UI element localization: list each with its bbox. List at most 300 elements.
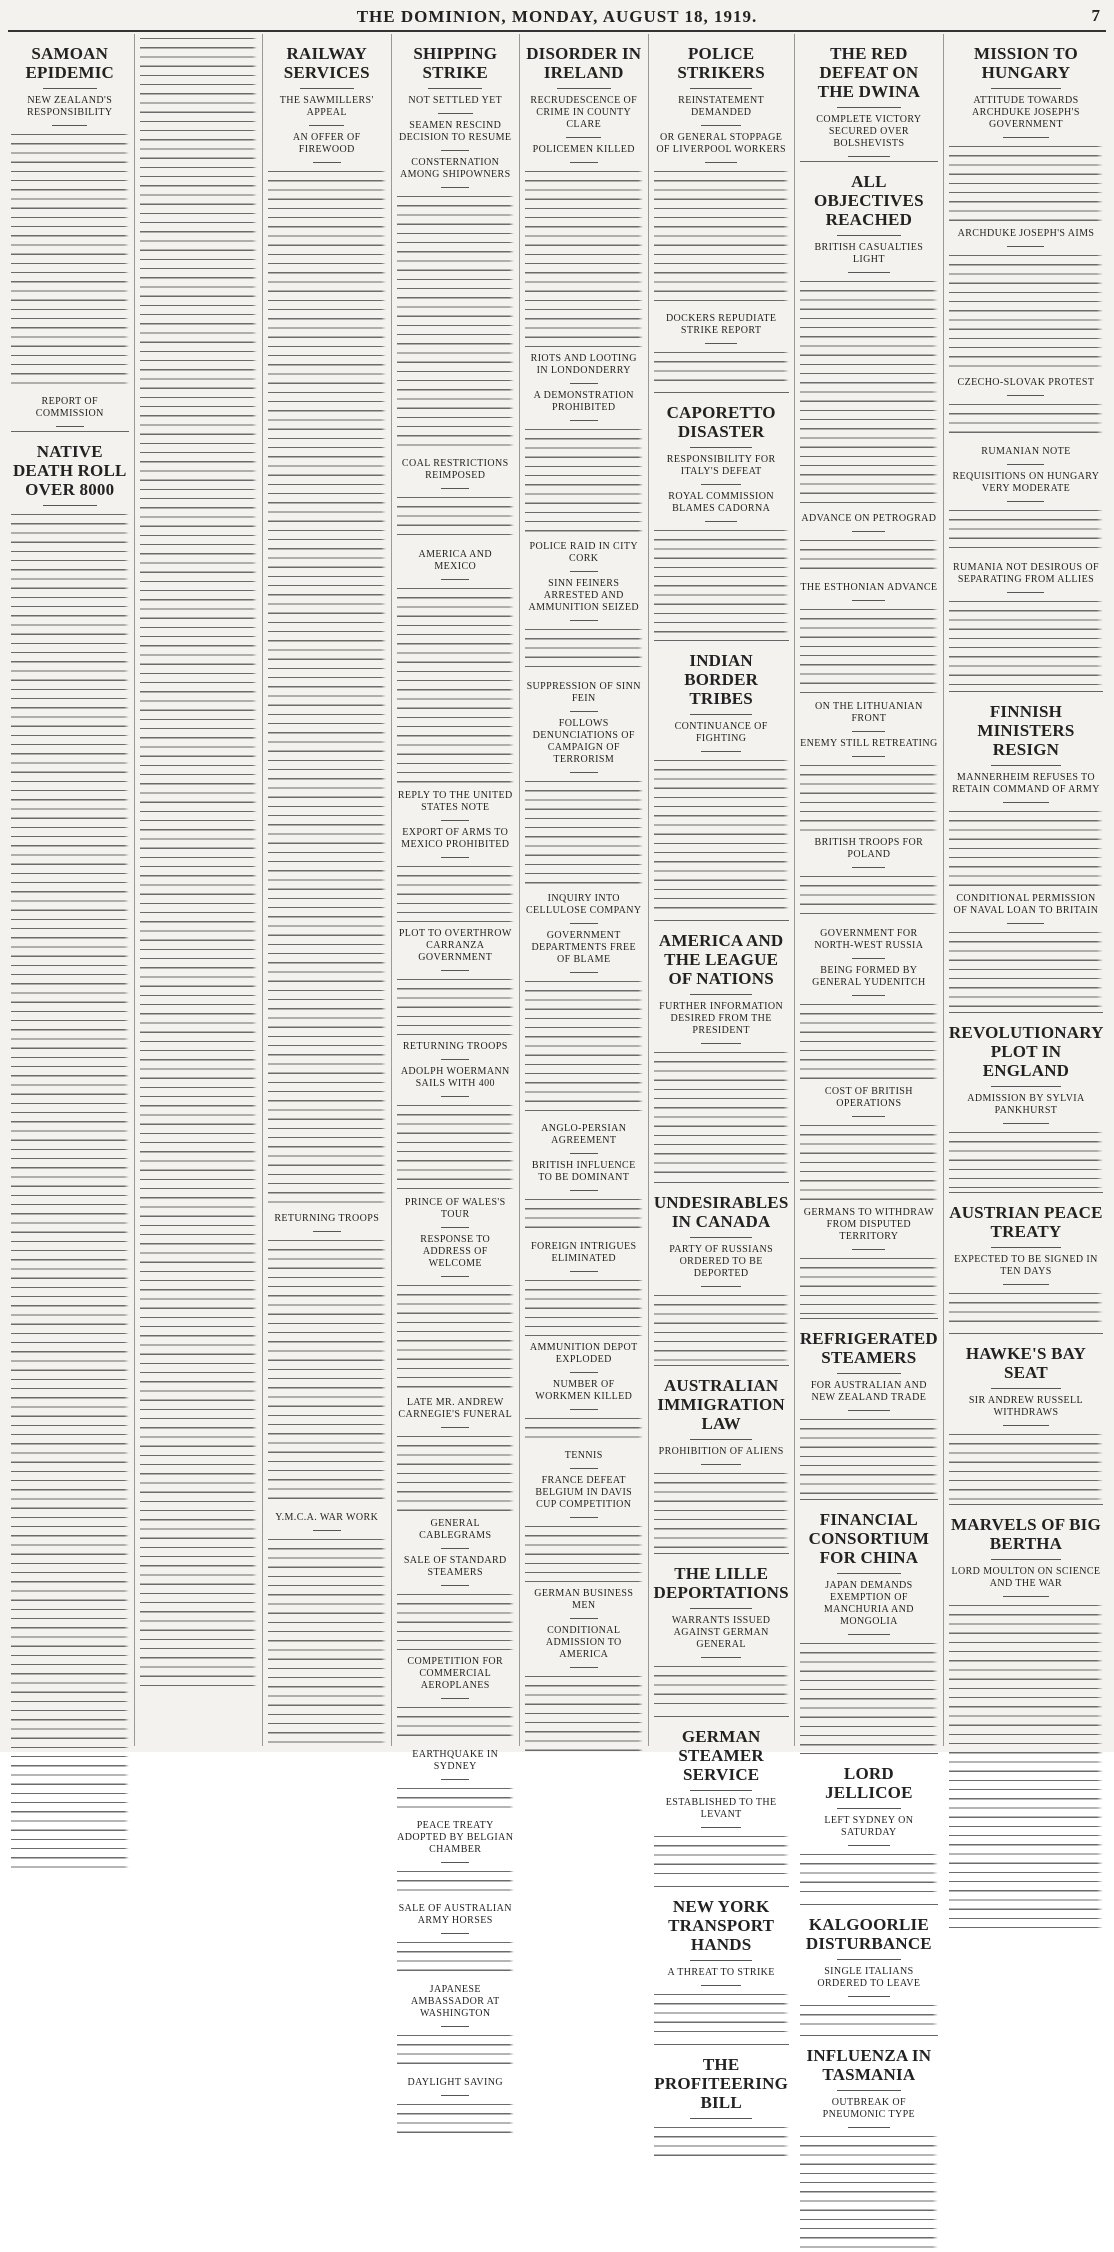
article (397, 1197, 515, 1228)
article (949, 893, 1103, 1008)
divider (701, 484, 742, 485)
subheadline: JAPAN DEMANDS EXEMPTION OF MANCHURIA AND MONGOLIA (823, 1580, 914, 1627)
article (397, 1234, 515, 1391)
headline: AUSTRIAN PEACE TREATY (949, 1203, 1103, 1241)
masthead-title: THE DOMINION, MONDAY, AUGUST 18, 1919. (356, 7, 758, 26)
headline: FINANCIAL CONSORTIUM FOR CHINA (808, 1510, 930, 1567)
subheadline: NEW ZEALAND'S RESPONSIBILITY (26, 95, 113, 118)
section-heading: THE ESTHONIAN ADVANCE (800, 582, 938, 593)
section-heading: RUMANIAN NOTE (981, 446, 1071, 457)
divider (1007, 592, 1044, 593)
headline: HAWKE'S BAY SEAT (965, 1344, 1087, 1382)
article (397, 827, 515, 922)
divider (701, 125, 742, 126)
section-heading: ON THE LITHUANIAN FRONT (815, 701, 923, 724)
article (800, 2035, 938, 2252)
article (949, 44, 1103, 222)
section-heading: POLICE RAID IN CITY CORK (529, 541, 638, 564)
divider (441, 579, 469, 580)
divider (852, 867, 885, 868)
article (525, 930, 643, 1117)
divider (837, 1373, 901, 1374)
divider (570, 1271, 598, 1272)
article (949, 1504, 1103, 1931)
divider (837, 2090, 901, 2091)
divider (570, 1409, 598, 1410)
divider (991, 1388, 1062, 1389)
section-heading: Y.M.C.A. WAR WORK (275, 1512, 379, 1523)
divider (848, 1845, 889, 1846)
article (525, 893, 643, 924)
headline: REFRIGERATED STEAMERS (799, 1329, 938, 1367)
section-heading: POLICEMEN KILLED (532, 144, 635, 155)
divider (852, 1116, 885, 1117)
article (11, 44, 129, 390)
column-7 (795, 34, 944, 2120)
divider (848, 1996, 889, 1997)
headline: MISSION TO HUNGARY (974, 44, 1078, 82)
section-heading: DOCKERS REPUDIATE STRIKE REPORT (665, 313, 777, 336)
article (949, 446, 1103, 465)
headline: KALGOORLIE DISTURBANCE (805, 1915, 932, 1953)
divider (701, 1286, 742, 1287)
headline: ALL OBJECTIVES REACHED (814, 172, 924, 229)
divider (690, 714, 752, 715)
article-body (949, 1430, 1103, 1500)
divider (690, 2118, 752, 2119)
section-heading: SUPPRESSION OF SINN FEIN (526, 681, 641, 704)
headline: INFLUENZA IN TASMANIA (806, 2046, 932, 2084)
section-heading: GERMAN BUSINESS MEN (534, 1588, 634, 1611)
divider (1007, 246, 1044, 247)
divider (690, 994, 752, 995)
article-body (397, 192, 515, 452)
article-body (800, 536, 938, 576)
article (525, 541, 643, 572)
article (525, 1475, 643, 1582)
article (525, 144, 643, 347)
article (268, 1512, 386, 1745)
divider (837, 235, 901, 236)
section-heading: AMMUNITION DEPOT EXPLODED (529, 1342, 638, 1365)
article (800, 1086, 938, 1201)
subheadline: COMPLETE VICTORY SECURED OVER BOLSHEVISTS (816, 114, 922, 149)
divider (837, 1573, 901, 1574)
divider (313, 1530, 341, 1531)
divider (441, 1096, 469, 1097)
divider (852, 995, 885, 996)
divider (441, 970, 469, 971)
article (800, 837, 938, 922)
divider (570, 620, 598, 621)
column-8 (944, 34, 1108, 1746)
article-body (397, 1281, 515, 1391)
article (800, 738, 938, 831)
article-body (654, 348, 789, 388)
article (654, 2044, 789, 2163)
divider (991, 765, 1062, 766)
article (525, 1123, 643, 1154)
headline: SAMOAN EPIDEMIC (25, 44, 114, 82)
divider (705, 521, 737, 522)
divider (309, 125, 344, 126)
section-heading: COMPETITION FOR COMMERCIAL AEROPLANES (407, 1656, 504, 1691)
article-body (800, 1850, 938, 1900)
headline: SHIPPING STRIKE (413, 44, 498, 82)
divider (690, 1439, 752, 1440)
article (397, 1749, 515, 1814)
divider (313, 1231, 341, 1232)
headline: NEW YORK TRANSPORT HANDS (668, 1897, 775, 1954)
section-heading: EXPORT OF ARMS TO MEXICO PROHIBITED (401, 827, 510, 850)
article-body (949, 597, 1103, 687)
article-body (949, 1128, 1103, 1188)
divider (441, 1548, 469, 1549)
article-body (397, 1590, 515, 1650)
section-heading: ENEMY STILL RETREATING (800, 738, 938, 749)
article-body (949, 1289, 1103, 1329)
divider (852, 756, 885, 757)
subheadline: ESTABLISHED TO THE LEVANT (665, 1797, 777, 1820)
section-heading: COAL RESTRICTIONS REIMPOSED (401, 458, 509, 481)
divider (705, 343, 737, 344)
divider (852, 731, 885, 732)
article (800, 1207, 938, 1314)
article-body (397, 862, 515, 922)
article (525, 1160, 643, 1235)
divider (991, 1559, 1062, 1560)
section-heading: RETURNING TROOPS (402, 1041, 508, 1052)
article (397, 1820, 515, 1897)
divider (570, 711, 598, 712)
subheadline: CONTINUANCE OF FIGHTING (674, 721, 768, 744)
article (654, 44, 789, 126)
article-body (800, 872, 938, 922)
article (654, 491, 789, 636)
divider (570, 923, 598, 924)
article (525, 1241, 643, 1336)
headline: REVOLUTIONARY PLOT IN ENGLAND (948, 1023, 1104, 1080)
divider (991, 1247, 1062, 1248)
divider (441, 1276, 469, 1277)
section-heading: SEAMEN RESCIND DECISION TO RESUME (399, 120, 512, 143)
headline: FINNISH MINISTERS RESIGN (977, 702, 1075, 759)
article-body (800, 1121, 938, 1201)
article-body (525, 167, 643, 347)
article (525, 353, 643, 384)
article (654, 920, 789, 1178)
article-body (525, 777, 643, 887)
divider (43, 88, 97, 89)
article (654, 1886, 789, 2040)
headline: UNDESIRABLES IN CANADA (653, 1193, 789, 1231)
article-body (525, 1276, 643, 1336)
article (525, 578, 643, 675)
divider (441, 1698, 469, 1699)
section-heading: PEACE TREATY ADOPTED BY BELGIAN CHAMBER (397, 1820, 514, 1855)
divider (837, 1959, 901, 1960)
subheadline: REINSTATEMENT DEMANDED (678, 95, 765, 118)
column-6 (649, 34, 795, 2112)
divider (56, 426, 84, 427)
article-body (949, 807, 1103, 887)
divider (1007, 501, 1044, 502)
divider (690, 1790, 752, 1791)
article-body (11, 510, 129, 1870)
subheadline: LORD MOULTON ON SCIENCE AND THE WAR (951, 1566, 1101, 1589)
article (949, 562, 1103, 687)
article-body (654, 1048, 789, 1178)
article-body (949, 928, 1103, 1008)
divider (1007, 923, 1044, 924)
article-body (654, 1469, 789, 1549)
section-heading: GOVERNMENT FOR NORTH-WEST RUSSIA (814, 928, 924, 951)
divider (1003, 1123, 1049, 1124)
article (525, 1379, 643, 1444)
article (654, 132, 789, 307)
article-body (525, 425, 643, 535)
section-heading: A DEMONSTRATION PROHIBITED (533, 390, 634, 413)
subheadline: ADMISSION BY SYLVIA PANKHURST (967, 1093, 1085, 1116)
article (397, 1066, 515, 1191)
divider (441, 1585, 469, 1586)
article-body (800, 277, 938, 507)
divider (441, 1427, 469, 1428)
section-heading: SALE OF AUSTRALIAN ARMY HORSES (398, 1903, 512, 1926)
divider (837, 107, 901, 108)
subheadline: OUTBREAK OF PNEUMONIC TYPE (822, 2097, 916, 2120)
article-body (654, 756, 789, 916)
divider (701, 751, 742, 752)
article-body (397, 975, 515, 1035)
article (949, 1333, 1103, 1500)
subheadline: RESPONSIBILITY FOR ITALY'S DEFEAT (666, 454, 776, 477)
section-heading: ADVANCE ON PETROGRAD (801, 513, 937, 524)
article-body (949, 142, 1103, 222)
article-body (525, 1414, 643, 1444)
section-heading: RUMANIA NOT DESIROUS OF SEPARATING FROM ALLIES (952, 562, 1099, 585)
article (11, 396, 129, 427)
divider (52, 125, 87, 126)
section-heading: AMERICA AND MEXICO (418, 549, 493, 572)
article (397, 458, 515, 543)
headline: DISORDER IN IRELAND (526, 44, 642, 82)
divider (848, 1410, 889, 1411)
section-heading: ROYAL COMMISSION BLAMES CADORNA (668, 491, 775, 514)
divider (1003, 1284, 1049, 1285)
article (397, 44, 515, 114)
article (654, 313, 789, 388)
section-heading: SINN FEINERS ARRESTED AND AMMUNITION SEIZED (528, 578, 639, 613)
article (800, 1753, 938, 1900)
divider (441, 488, 469, 489)
article-body (140, 34, 258, 1694)
subheadline: FOR AUSTRALIAN AND NEW ZEALAND TRADE (810, 1380, 927, 1403)
divider (690, 1960, 752, 1961)
article-body (800, 2001, 938, 2031)
article-body (800, 1254, 938, 1314)
divider (848, 1634, 889, 1635)
divider (441, 187, 469, 188)
subheadline: MANNERHEIM REFUSES TO RETAIN COMMAND OF ARMY (952, 772, 1100, 795)
article (525, 718, 643, 887)
article-body (268, 167, 386, 1207)
article-body (525, 1522, 643, 1582)
divider (1007, 395, 1044, 396)
article-body (800, 1000, 938, 1080)
divider (557, 88, 611, 89)
divider (43, 505, 97, 506)
divider (690, 1237, 752, 1238)
divider (570, 1153, 598, 1154)
article (397, 2077, 515, 2140)
article (800, 161, 938, 507)
section-heading: CONDITIONAL PERMISSION OF NAVAL LOAN TO BRITAIN (953, 893, 1099, 916)
divider (690, 88, 752, 89)
section-heading: REQUISITIONS ON HUNGARY VERY MODERATE (952, 471, 1100, 494)
article (654, 640, 789, 916)
column-3 (263, 34, 392, 1746)
article-body (949, 1601, 1103, 1931)
article (140, 34, 258, 1694)
article-body (397, 1101, 515, 1191)
article (397, 549, 515, 784)
divider (570, 772, 598, 773)
divider (441, 2026, 469, 2027)
divider (705, 162, 737, 163)
article-body (397, 584, 515, 784)
divider (570, 1667, 598, 1668)
divider (701, 1464, 742, 1465)
section-heading: RIOTS AND LOOTING IN LONDONDERRY (530, 353, 637, 376)
article (654, 1716, 789, 1882)
subheadline: RECRUDESCENCE OF CRIME IN COUNTY CLARE (530, 95, 638, 130)
divider (570, 420, 598, 421)
divider (848, 2127, 889, 2128)
divider (570, 571, 598, 572)
section-heading: CZECHO-SLOVAK PROTEST (957, 377, 1095, 388)
section-heading: REPLY TO THE UNITED STATES NOTE (397, 790, 513, 813)
section-heading: OR GENERAL STOPPAGE OF LIVERPOOL WORKERS (656, 132, 786, 155)
article-body (397, 1867, 515, 1897)
article (397, 1903, 515, 1978)
article (397, 928, 515, 1035)
section-heading: BEING FORMED BY GENERAL YUDENITCH (812, 965, 926, 988)
headline: GERMAN STEAMER SERVICE (678, 1727, 764, 1784)
columns (6, 34, 1108, 2120)
article-body (800, 2132, 938, 2252)
article-body (949, 400, 1103, 440)
section-heading: FRANCE DEFEAT BELGIUM IN DAVIS CUP COMPETITION (535, 1475, 633, 1510)
article (397, 1555, 515, 1650)
column-1 (6, 34, 135, 1746)
divider (701, 1657, 742, 1658)
column-5 (520, 34, 649, 1746)
article (11, 431, 129, 1870)
headline: THE PROFITEERING BILL (654, 2055, 788, 2112)
article-body (11, 130, 129, 390)
divider (441, 857, 469, 858)
article-body (949, 506, 1103, 556)
article (268, 132, 386, 1207)
divider (1003, 137, 1049, 138)
section-heading: GENERAL CABLEGRAMS (419, 1518, 492, 1541)
divider (570, 1517, 598, 1518)
divider (441, 1227, 469, 1228)
article-body (654, 2123, 789, 2163)
article-body (654, 1291, 789, 1361)
section-heading: LATE MR. ANDREW CARNEGIE'S FUNERAL (398, 1397, 513, 1420)
article-body (525, 625, 643, 675)
subheadline: EXPECTED TO BE SIGNED IN TEN DAYS (954, 1254, 1098, 1277)
section-heading: ANGLO-PERSIAN AGREEMENT (541, 1123, 627, 1146)
article-body (525, 1672, 643, 1752)
divider (848, 272, 889, 273)
article (397, 1397, 515, 1512)
section-heading: NUMBER OF WORKMEN KILLED (535, 1379, 633, 1402)
article-body (397, 1938, 515, 1978)
article (525, 390, 643, 535)
article-body (654, 1832, 789, 1882)
article (525, 1625, 643, 1752)
article-body (949, 251, 1103, 371)
article (525, 1342, 643, 1373)
article-body (654, 1990, 789, 2040)
divider (570, 1468, 598, 1469)
article (397, 1656, 515, 1743)
section-heading: COST OF BRITISH OPERATIONS (824, 1086, 913, 1109)
divider (441, 820, 469, 821)
subheadline: A THREAT TO STRIKE (667, 1967, 775, 1978)
section-heading: ARCHDUKE JOSEPH'S AIMS (957, 228, 1095, 239)
section-heading: BRITISH TROOPS FOR POLAND (814, 837, 924, 860)
section-heading: JAPANESE AMBASSADOR AT WASHINGTON (410, 1984, 500, 2019)
article (525, 1450, 643, 1469)
section-heading: CONSTERNATION AMONG SHIPOWNERS (399, 157, 511, 180)
divider (848, 156, 889, 157)
headline: AMERICA AND THE LEAGUE OF NATIONS (658, 931, 784, 988)
headline: MARVELS OF BIG BERTHA (951, 1515, 1101, 1553)
page-number: 7 (1091, 6, 1100, 25)
divider (852, 600, 885, 601)
section-heading: PLOT TO OVERTHROW CARRANZA GOVERNMENT (398, 928, 512, 963)
article-body (397, 2031, 515, 2071)
section-heading: AN OFFER OF FIREWOOD (292, 132, 361, 155)
section-heading: GOVERNMENT DEPARTMENTS FREE OF BLAME (531, 930, 637, 965)
article (525, 44, 643, 138)
article-body (397, 493, 515, 543)
subheadline: THE SAWMILLERS' APPEAL (279, 95, 374, 118)
article (800, 582, 938, 695)
headline: AUSTRALIAN IMMIGRATION LAW (657, 1376, 785, 1433)
article (654, 392, 789, 485)
column-2 (135, 34, 264, 1746)
article (397, 157, 515, 452)
divider (570, 383, 598, 384)
subheadline: BRITISH CASUALTIES LIGHT (814, 242, 924, 265)
article (800, 44, 938, 157)
article-body (800, 1639, 938, 1749)
article (800, 513, 938, 576)
masthead (8, 4, 1106, 32)
subheadline: WARRANTS ISSUED AGAINST GERMAN GENERAL (671, 1615, 771, 1650)
article (654, 1553, 789, 1712)
section-heading: CONDITIONAL ADMISSION TO AMERICA (545, 1625, 622, 1660)
article-body (800, 761, 938, 831)
article (654, 1182, 789, 1361)
divider (441, 1059, 469, 1060)
article (949, 691, 1103, 887)
